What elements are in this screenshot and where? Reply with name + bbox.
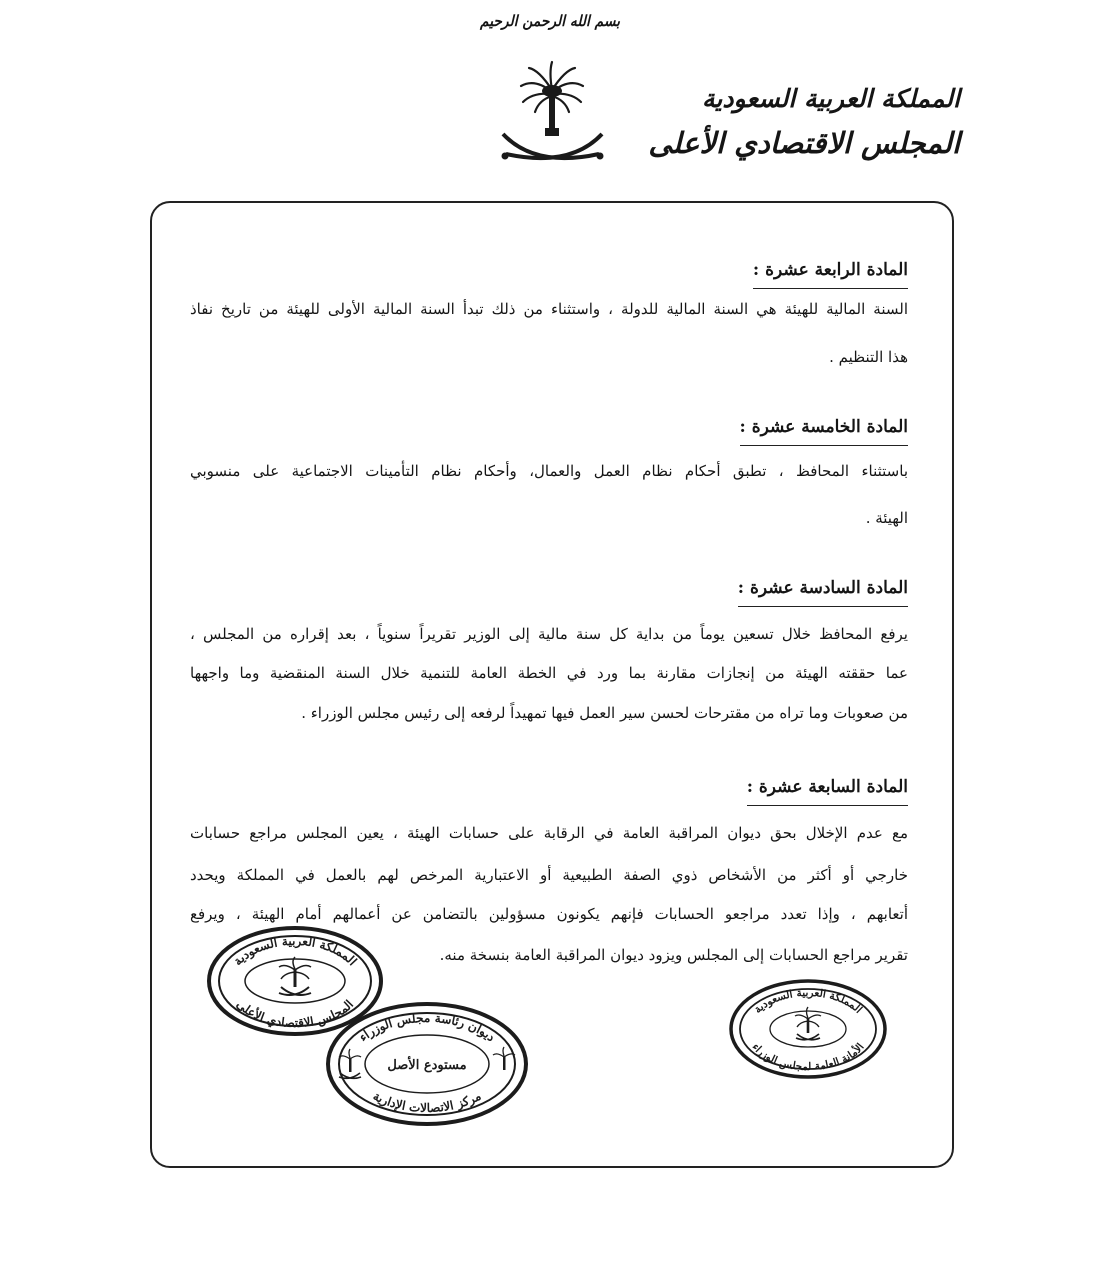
article-15-line: باستثناء المحافظ ، تطبق أحكام نظام العمل والعمال، وأحكام نظام التأمينات الاجتماعية على منسوبي [190, 462, 908, 480]
article-17-line: تقرير مراجع الحسابات إلى المجلس ويزود ديوان المراقبة العامة بنسخة منه. [439, 946, 908, 964]
basmala: بسم الله الرحمن الرحيم [480, 12, 620, 30]
palm-swords-emblem-icon [495, 58, 610, 178]
article-15-heading: المادة الخامسة عشرة : [740, 415, 908, 446]
kingdom-name: المملكة العربية السعودية [701, 84, 960, 113]
general-secretariat-stamp [728, 978, 888, 1080]
article-17-heading: المادة السابعة عشرة : [747, 775, 908, 806]
svg-text:مركز الاتصالات الإدارية: مركز الاتصالات الإدارية [370, 1088, 484, 1116]
svg-text:المملكة العربية السعودية: المملكة العربية السعودية [751, 986, 865, 1016]
article-14-line: السنة المالية للهيئة هي السنة المالية للدولة ، واستثناء من ذلك تبدأ السنة المالية الأولى للهيئة من تاريخ نفاذ [190, 300, 908, 318]
article-17-line: خارجي أو أكثر من الأشخاص ذوي الصفة الطبيعية أو الاعتبارية المرخص لهم بالعمل في المملكة ويحدد [190, 866, 908, 884]
svg-text:ديوان رئاسة مجلس الوزراء: ديوان رئاسة مجلس الوزراء [356, 1010, 498, 1045]
svg-text:المجلس الاقتصادي الأعلى: المجلس الاقتصادي الأعلى [233, 996, 357, 1031]
article-16-heading: المادة السادسة عشرة : [738, 576, 908, 607]
article-14-heading: المادة الرابعة عشرة : [753, 258, 908, 289]
svg-text:الأمانة العامة لمجلس الوزراء: الأمانة العامة لمجلس الوزراء [749, 1041, 867, 1074]
article-15-line: الهيئة . [865, 509, 908, 527]
organization-header [640, 78, 960, 178]
article-16-line: من صعوبات وما تراه من مقترحات لحسن سير العمل فيها تمهيداً لرفعه إلى رئيس مجلس الوزراء . [301, 704, 908, 722]
svg-text:مستودع الأصل: مستودع الأصل [387, 1058, 467, 1073]
article-14-line: هذا التنظيم . [829, 348, 908, 366]
article-17-line: مع عدم الإخلال بحق ديوان المراقبة العامة في الرقابة على حسابات الهيئة ، يعين المجلس مراجع حسابات [190, 824, 908, 842]
article-17-line: أتعابهم ، وإذا تعدد مراجعو الحسابات فإنهم يكونون مسؤولين بالتضامن عن أعمالهم أمام الهيئة ، ويرفع [190, 905, 908, 923]
cabinet-presidency-stamp [325, 1000, 530, 1128]
council-name: المجلس الاقتصادي الأعلى [648, 126, 960, 160]
article-16-line: يرفع المحافظ خلال تسعين يوماً من بداية كل سنة مالية إلى الوزير تقريراً سنوياً ، بعد إقراره من المجلس ، [190, 625, 908, 643]
article-16-line: عما حققته الهيئة من إنجازات مقارنة بما ورد في الخطة العامة للتنمية خلال السنة المنقضية وما واجهها [190, 664, 908, 682]
svg-text:المملكة العربية السعودية: المملكة العربية السعودية [230, 933, 360, 969]
